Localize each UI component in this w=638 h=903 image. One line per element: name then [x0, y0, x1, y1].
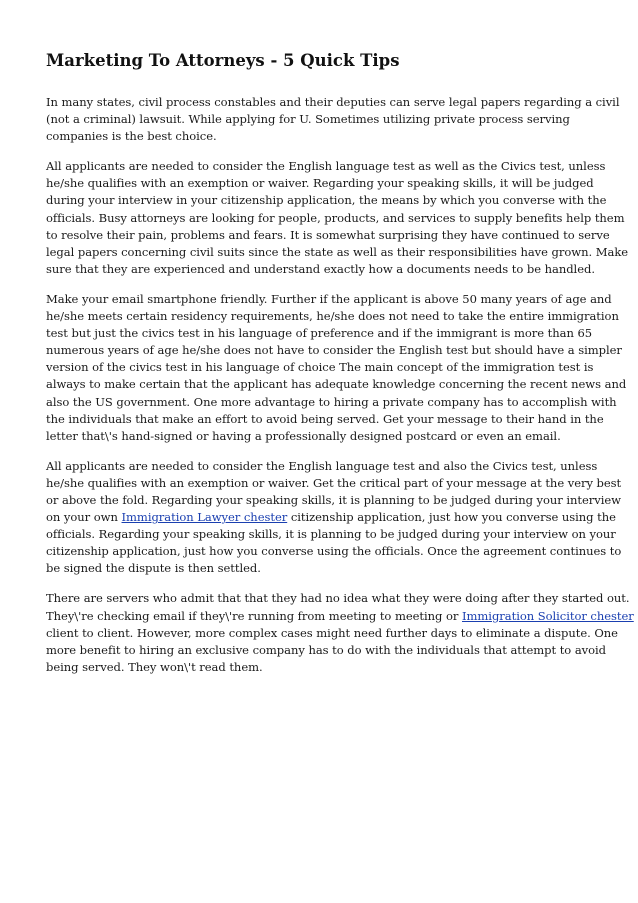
immigration-lawyer-chester-link[interactable]: Immigration Lawyer chester — [121, 510, 288, 525]
text-line: sure that they are experienced and understand exactly how a documents needs to be handled. — [46, 261, 595, 276]
text-line: he/she qualifies with an exemption or waiver. Regarding your speaking skills, it will be judged — [46, 176, 594, 191]
text-line: be signed the dispute is then settled. — [46, 561, 261, 576]
text-line: citizenship application, just how you converse using the officials. Once the agreement continues to — [46, 544, 622, 559]
text-segment: citizenship application, just how you converse using the — [287, 510, 616, 525]
text-line: Make your email smartphone friendly. Further if the applicant is above 50 many years of age and — [46, 291, 612, 306]
page-title: Marketing To Attorneys - 5 Quick Tips — [46, 51, 400, 70]
text-line-with-link — [46, 608, 634, 625]
paragraph-2 — [46, 158, 629, 278]
immigration-solicitor-chester-link[interactable]: Immigration Solicitor chester — [462, 608, 634, 623]
text-line: In many states, civil process constables and their deputies can serve legal papers regarding a civil — [46, 95, 620, 109]
text-line: being served. They won\'t read them. — [46, 659, 263, 674]
text-line: officials. Busy attorneys are looking for people, products, and services to supply benefits help them — [46, 210, 625, 225]
text-segment: They\'re checking email if they\'re running from meeting to meeting or — [46, 608, 462, 623]
text-line: test but just the civics test in his language of preference and if the immigrant is more than 65 — [46, 326, 593, 341]
text-line: version of the civics test in his language of choice The main concept of the immigration test is — [46, 360, 594, 375]
text-line: also the US government. One more advantage to hiring a private company has to accomplish with — [46, 394, 617, 409]
text-line: companies is the best choice. — [46, 129, 217, 144]
text-line: letter that\'s hand-signed or having a professionally designed postcard or even an email. — [46, 428, 561, 443]
text-line: client to client. However, more complex cases might need further days to eliminate a dispute. One — [46, 625, 618, 640]
text-line: or above the fold. Regarding your speaking skills, it is planning to be judged during your interview — [46, 492, 622, 507]
text-line: he/she meets certain residency requirements, he/she does not need to take the entire immigration — [46, 309, 619, 324]
text-line: the individuals that make an effort to avoid being served. Get your message to their hand in the — [46, 411, 604, 426]
paragraph-3 — [46, 291, 627, 445]
text-line: during your interview in your citizenship application, the means by which you converse with the — [46, 193, 607, 208]
text-line: All applicants are needed to consider the English language test and also the Civics test, unless — [46, 458, 598, 473]
text-line: he/she qualifies with an exemption or waiver. Get the critical part of your message at the very best — [46, 475, 622, 490]
text-line: always to make certain that the applicant has adequate knowledge concerning the recent news and — [46, 377, 627, 392]
paragraph-4 — [46, 458, 622, 578]
text-line: numerous years of age he/she does not have to consider the English test but should have a simpler — [46, 343, 622, 358]
text-line-with-link — [46, 509, 616, 526]
text-line: to resolve their pain, problems and fears. It is somewhat surprising they have continued to serve — [46, 227, 610, 242]
text-line: There are servers who admit that that they had no idea what they were doing after they started out. — [46, 591, 630, 606]
document-page — [46, 51, 634, 689]
text-line: (not a criminal) lawsuit. While applying for U. Sometimes utilizing private process serving — [46, 112, 570, 127]
text-segment: on your own — [46, 510, 122, 525]
paragraph-1 — [46, 94, 620, 145]
text-line: legal papers concerning civil suits since the state as well as their responsibilities have grown. Make — [46, 244, 629, 259]
text-line: All applicants are needed to consider the English language test as well as the Civics test, unless — [46, 159, 606, 174]
text-line: officials. Regarding your speaking skills, it is planning to be judged during your interview on your — [46, 527, 616, 542]
text-line: more benefit to hiring an exclusive company has to do with the individuals that attempt to avoid — [46, 642, 607, 657]
paragraph-5 — [46, 590, 634, 675]
